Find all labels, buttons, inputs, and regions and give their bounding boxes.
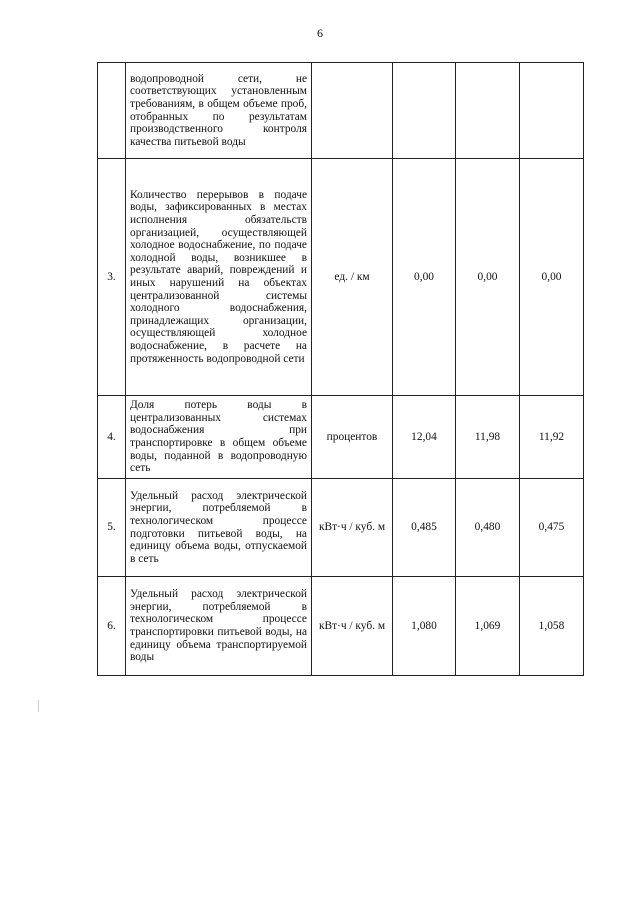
- row-number: [98, 63, 126, 159]
- unit-cell: кВт·ч / куб. м: [312, 577, 393, 676]
- value-year-2: 1,069: [456, 577, 520, 676]
- indicator-description: Доля потерь воды в централизованных системах водоснабжения при транспортировке в общем объеме воды, поданной в водопроводную сеть: [126, 396, 312, 479]
- unit-cell: [312, 63, 393, 159]
- value-year-3: [520, 63, 584, 159]
- value-year-2: [456, 63, 520, 159]
- value-year-2: 0,480: [456, 479, 520, 577]
- table-row: [98, 63, 584, 159]
- value-year-1: 0,485: [393, 479, 456, 577]
- indicators-table: [97, 62, 584, 676]
- indicator-description: Удельный расход электрической энергии, потребляемой в технологическом процессе подготовки питьевой воды, на единицу объема воды, отпускаемой в сеть: [126, 479, 312, 577]
- value-year-1: 1,080: [393, 577, 456, 676]
- row-number: 4.: [98, 396, 126, 479]
- scan-mark: [38, 700, 39, 712]
- row-number: 5.: [98, 479, 126, 577]
- table-row: [98, 396, 584, 479]
- value-year-1: [393, 63, 456, 159]
- table-row: [98, 479, 584, 577]
- row-number: 3.: [98, 159, 126, 396]
- value-year-2: 0,00: [456, 159, 520, 396]
- value-year-2: 11,98: [456, 396, 520, 479]
- value-year-3: 0,00: [520, 159, 584, 396]
- unit-cell: процентов: [312, 396, 393, 479]
- indicator-description: Количество перерывов в подаче воды, зафиксированных в местах исполнения обязательств организацией, осуществляющей холодное водоснабжение, по подаче холодной воды, возникшее в результате аварий, повреждений и иных нарушений на объектах централизованной системы холодного водоснабжения, принадлежащих организации, осуществляющей холодное водоснабжение, в расчете на протяженность водопроводной сети: [126, 159, 312, 396]
- page-number: 6: [317, 26, 323, 40]
- table-row: [98, 577, 584, 676]
- indicator-description: Удельный расход электрической энергии, потребляемой в технологическом процессе транспортировки питьевой воды, на единицу объема транспортируемой воды: [126, 577, 312, 676]
- indicator-description: водопроводной сети, не соответствующих установленным требованиям, в общем объеме проб, отобранных по результатам производственного контроля качества питьевой воды: [126, 63, 312, 159]
- unit-cell: ед. / км: [312, 159, 393, 396]
- unit-cell: кВт·ч / куб. м: [312, 479, 393, 577]
- row-number: 6.: [98, 577, 126, 676]
- value-year-3: 11,92: [520, 396, 584, 479]
- value-year-3: 1,058: [520, 577, 584, 676]
- table-row: [98, 159, 584, 396]
- value-year-3: 0,475: [520, 479, 584, 577]
- value-year-1: 0,00: [393, 159, 456, 396]
- value-year-1: 12,04: [393, 396, 456, 479]
